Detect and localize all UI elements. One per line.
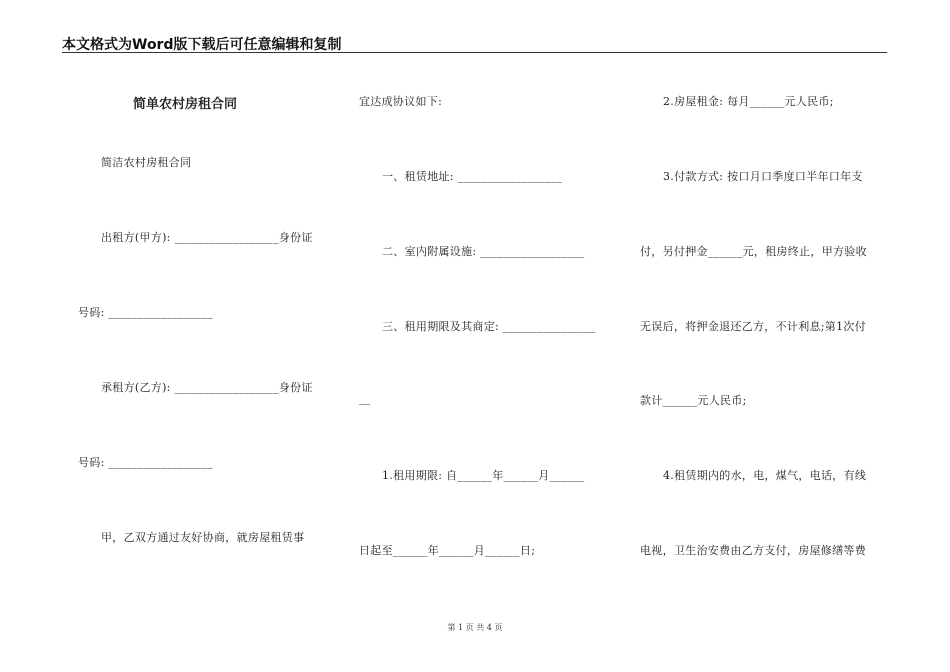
text-line: __ bbox=[359, 392, 371, 405]
text-line: 二、室内附属设施: __________________ bbox=[382, 245, 585, 258]
text-line: 款计______元人民币; bbox=[640, 394, 747, 407]
text-line: 2.房屋租金: 每月______元人民币; bbox=[663, 95, 834, 108]
text-line: 号码: __________________ bbox=[78, 306, 213, 319]
text-line: 电视，卫生治安费由乙方支付，房屋修缮等费 bbox=[640, 544, 866, 557]
text-line: 1.租用期限: 自______年______月______ bbox=[382, 469, 585, 482]
text-line: 出租方(甲方): __________________身份证 bbox=[101, 231, 313, 244]
text-line: 付，另付押金______元，租房终止，甲方验收 bbox=[640, 245, 867, 258]
document-header: 本文格式为Word版下载后可任意编辑和复制 bbox=[62, 37, 342, 53]
document-title: 简单农村房租合同 bbox=[133, 97, 238, 112]
text-line: 简洁农村房租合同 bbox=[101, 156, 192, 169]
text-line: 4.租赁期内的水，电，煤气，电话，有线 bbox=[663, 469, 867, 482]
text-line: 承租方(乙方): __________________身份证 bbox=[101, 381, 313, 394]
text-line: 号码: __________________ bbox=[78, 456, 213, 469]
page-number: 第 1 页 共 4 页 bbox=[447, 623, 503, 632]
text-line: 日起至______年______月______日; bbox=[359, 544, 536, 557]
text-line: 无误后，将押金退还乙方，不计利息;第1次付 bbox=[640, 320, 867, 333]
text-line: 三、租用期限及其商定: ________________ bbox=[382, 320, 596, 333]
text-line: 3.付款方式: 按口月口季度口半年口年支 bbox=[663, 170, 863, 183]
text-line: 宜达成协议如下: bbox=[359, 95, 443, 108]
header-rule bbox=[62, 52, 887, 53]
text-line: 甲，乙双方通过友好协商，就房屋租赁事 bbox=[101, 531, 305, 544]
text-line: 一、租赁地址: __________________ bbox=[382, 170, 563, 183]
